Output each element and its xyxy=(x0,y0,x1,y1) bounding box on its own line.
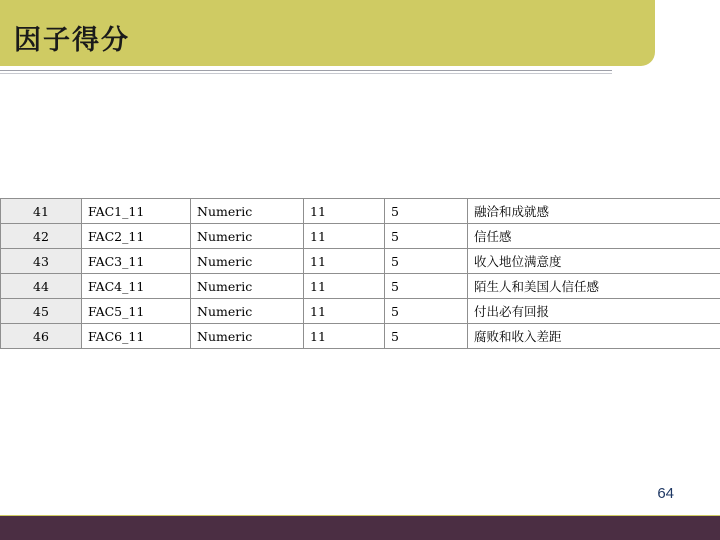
table-row xyxy=(1,324,720,349)
row-type: Numeric xyxy=(191,274,304,299)
table-row xyxy=(1,249,720,274)
row-name: FAC4_11 xyxy=(82,274,191,299)
row-name: FAC6_11 xyxy=(82,324,191,349)
row-width: 11 xyxy=(304,249,385,274)
row-decimals: 5 xyxy=(385,299,468,324)
title-divider-secondary xyxy=(0,73,612,74)
page-number: 64 xyxy=(657,485,674,502)
row-decimals: 5 xyxy=(385,249,468,274)
row-name: FAC5_11 xyxy=(82,299,191,324)
row-type: Numeric xyxy=(191,299,304,324)
table-row xyxy=(1,274,720,299)
row-label: 付出必有回报 xyxy=(468,299,720,324)
row-width: 11 xyxy=(304,299,385,324)
row-decimals: 5 xyxy=(385,224,468,249)
row-label: 腐败和收入差距 xyxy=(468,324,720,349)
row-index: 45 xyxy=(1,299,82,324)
row-index: 43 xyxy=(1,249,82,274)
row-index: 42 xyxy=(1,224,82,249)
row-index: 41 xyxy=(1,199,82,224)
row-index: 44 xyxy=(1,274,82,299)
table-body xyxy=(1,199,720,349)
row-width: 11 xyxy=(304,224,385,249)
page-title: 因子得分 xyxy=(14,25,130,56)
row-label: 融洽和成就感 xyxy=(468,199,720,224)
row-decimals: 5 xyxy=(385,324,468,349)
table-row xyxy=(1,299,720,324)
row-type: Numeric xyxy=(191,249,304,274)
table-row xyxy=(1,224,720,249)
row-decimals: 5 xyxy=(385,274,468,299)
row-type: Numeric xyxy=(191,324,304,349)
row-label: 陌生人和美国人信任感 xyxy=(468,274,720,299)
row-width: 11 xyxy=(304,274,385,299)
table-row xyxy=(1,199,720,224)
row-name: FAC2_11 xyxy=(82,224,191,249)
variable-table xyxy=(0,198,720,349)
row-width: 11 xyxy=(304,324,385,349)
title-divider xyxy=(0,70,612,71)
row-index: 46 xyxy=(1,324,82,349)
row-width: 11 xyxy=(304,199,385,224)
row-name: FAC1_11 xyxy=(82,199,191,224)
footer-bar xyxy=(0,516,720,540)
row-label: 信任感 xyxy=(468,224,720,249)
row-type: Numeric xyxy=(191,199,304,224)
row-label: 收入地位满意度 xyxy=(468,249,720,274)
row-type: Numeric xyxy=(191,224,304,249)
row-decimals: 5 xyxy=(385,199,468,224)
row-name: FAC3_11 xyxy=(82,249,191,274)
